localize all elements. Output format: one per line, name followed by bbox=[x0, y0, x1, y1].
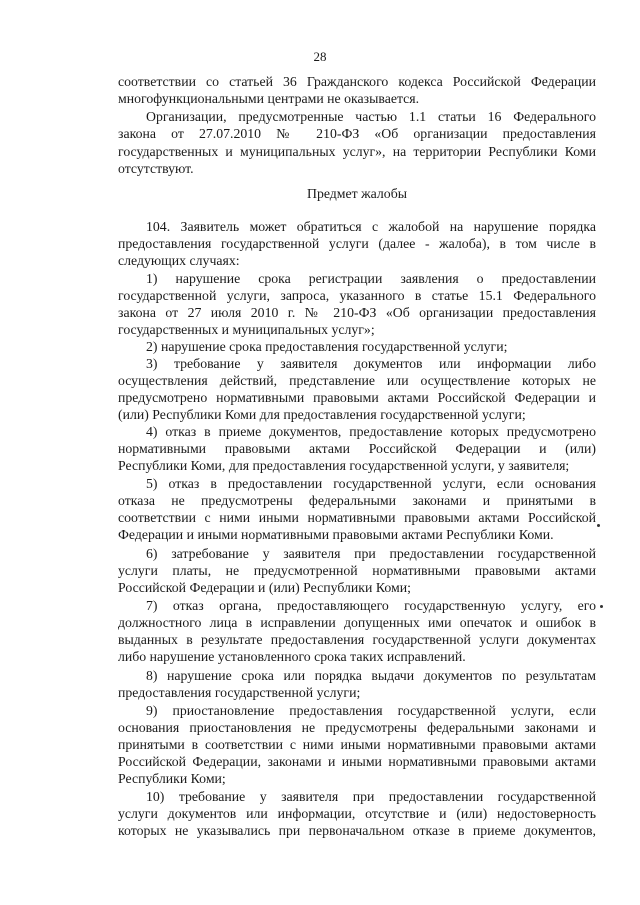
text-line: услуги платы, не предусмотренной нормативными правовыми актами bbox=[118, 563, 596, 578]
text-line: либо нарушение установленного срока таких исправлений. bbox=[118, 649, 466, 664]
text-line: Российской Федерации, законами и иными нормативными правовыми актами bbox=[118, 754, 596, 769]
text-line: предоставления государственной услуги; bbox=[118, 685, 361, 700]
section-heading: Предмет жалобы bbox=[306, 186, 407, 201]
text-line: выданных в результате предоставления государственной услуги документах bbox=[118, 632, 596, 647]
text-line: 9) приостановление предоставления государственной услуги, если bbox=[146, 703, 596, 718]
text-line: Республики Коми, для предоставления государственной услуги, у заявителя; bbox=[118, 458, 570, 473]
text-line: должностного лица в исправлении допущенных ими опечаток и ошибок в bbox=[118, 615, 596, 630]
text-line: осуществления действий, представление или осуществление которых не bbox=[118, 373, 596, 388]
page-number: 28 bbox=[313, 49, 327, 64]
text-line: закона от 27.07.2010 № 210-ФЗ «Об организации предоставления bbox=[118, 126, 596, 141]
text-line: Федерации и иными нормативными правовыми актами Республики Коми. bbox=[118, 527, 554, 542]
text-line: предоставления государственной услуги (далее - жалоба), в том числе в bbox=[118, 236, 596, 251]
text-line: соответствии со статьей 36 Гражданского кодекса Российской Федерации bbox=[118, 74, 596, 89]
text-line: 6) затребование у заявителя при предоставлении государственной bbox=[146, 546, 596, 561]
text-line: (или) Республики Коми для предоставления государственной услуги; bbox=[118, 407, 526, 422]
text-line: принятыми в соответствии с ними иными нормативными правовыми актами bbox=[118, 737, 596, 752]
text-line: 4) отказ в приеме документов, предоставление которых предусмотрено bbox=[146, 424, 596, 439]
text-line: закона от 27 июля 2010 г. № 210-ФЗ «Об организации предоставления bbox=[118, 305, 596, 320]
text-line: Республики Коми; bbox=[118, 771, 226, 786]
text-line: нормативными правовыми актами Российской Федерации и (или) bbox=[118, 441, 596, 456]
text-line: государственных и муниципальных услуг», на территории Республики Коми bbox=[118, 144, 596, 159]
text-line: предусмотрено нормативными правовыми актами Российской Федерации и bbox=[118, 390, 596, 405]
text-line: отсутствуют. bbox=[118, 161, 194, 176]
text-line: 3) требование у заявителя документов или информации либо bbox=[146, 356, 596, 371]
scan-speck bbox=[597, 524, 600, 527]
text-line: 7) отказ органа, предоставляющего государственную услугу, его bbox=[146, 598, 596, 613]
scan-speck bbox=[600, 605, 603, 608]
text-line: отказа не предусмотрены федеральными законами и принятыми в bbox=[118, 493, 596, 508]
text-line: Организации, предусмотренные частью 1.1 статьи 16 Федерального bbox=[146, 109, 596, 124]
text-line: соответствии с ними иными нормативными правовыми актами Российской bbox=[118, 510, 596, 525]
text-line: 10) требование у заявителя при предоставлении государственной bbox=[146, 789, 596, 804]
text-line: которых не указывались при первоначальном отказе в приеме документов, bbox=[118, 823, 596, 838]
text-line: Российской Федерации и (или) Республики Коми; bbox=[118, 580, 411, 595]
text-line: 5) отказ в предоставлении государственной услуги, если основания bbox=[146, 476, 596, 491]
text-line: многофункциональными центрами не оказывается. bbox=[118, 91, 420, 106]
text-line: следующих случаях: bbox=[118, 253, 240, 268]
text-line: 104. Заявитель может обратиться с жалобой на нарушение порядка bbox=[146, 219, 596, 234]
text-line: основания приостановления не предусмотрены федеральными законами и bbox=[118, 720, 596, 735]
text-line: государственных и муниципальных услуг»; bbox=[118, 322, 375, 337]
text-line: государственной услуги, запроса, указанного в статье 15.1 Федерального bbox=[118, 288, 596, 303]
text-line: услуги документов или информации, отсутствие и (или) недостоверность bbox=[118, 806, 596, 821]
text-line: 1) нарушение срока регистрации заявления о предоставлении bbox=[146, 271, 596, 286]
text-line: 2) нарушение срока предоставления государственной услуги; bbox=[146, 339, 508, 354]
text-line: 8) нарушение срока или порядка выдачи документов по результатам bbox=[146, 668, 596, 683]
